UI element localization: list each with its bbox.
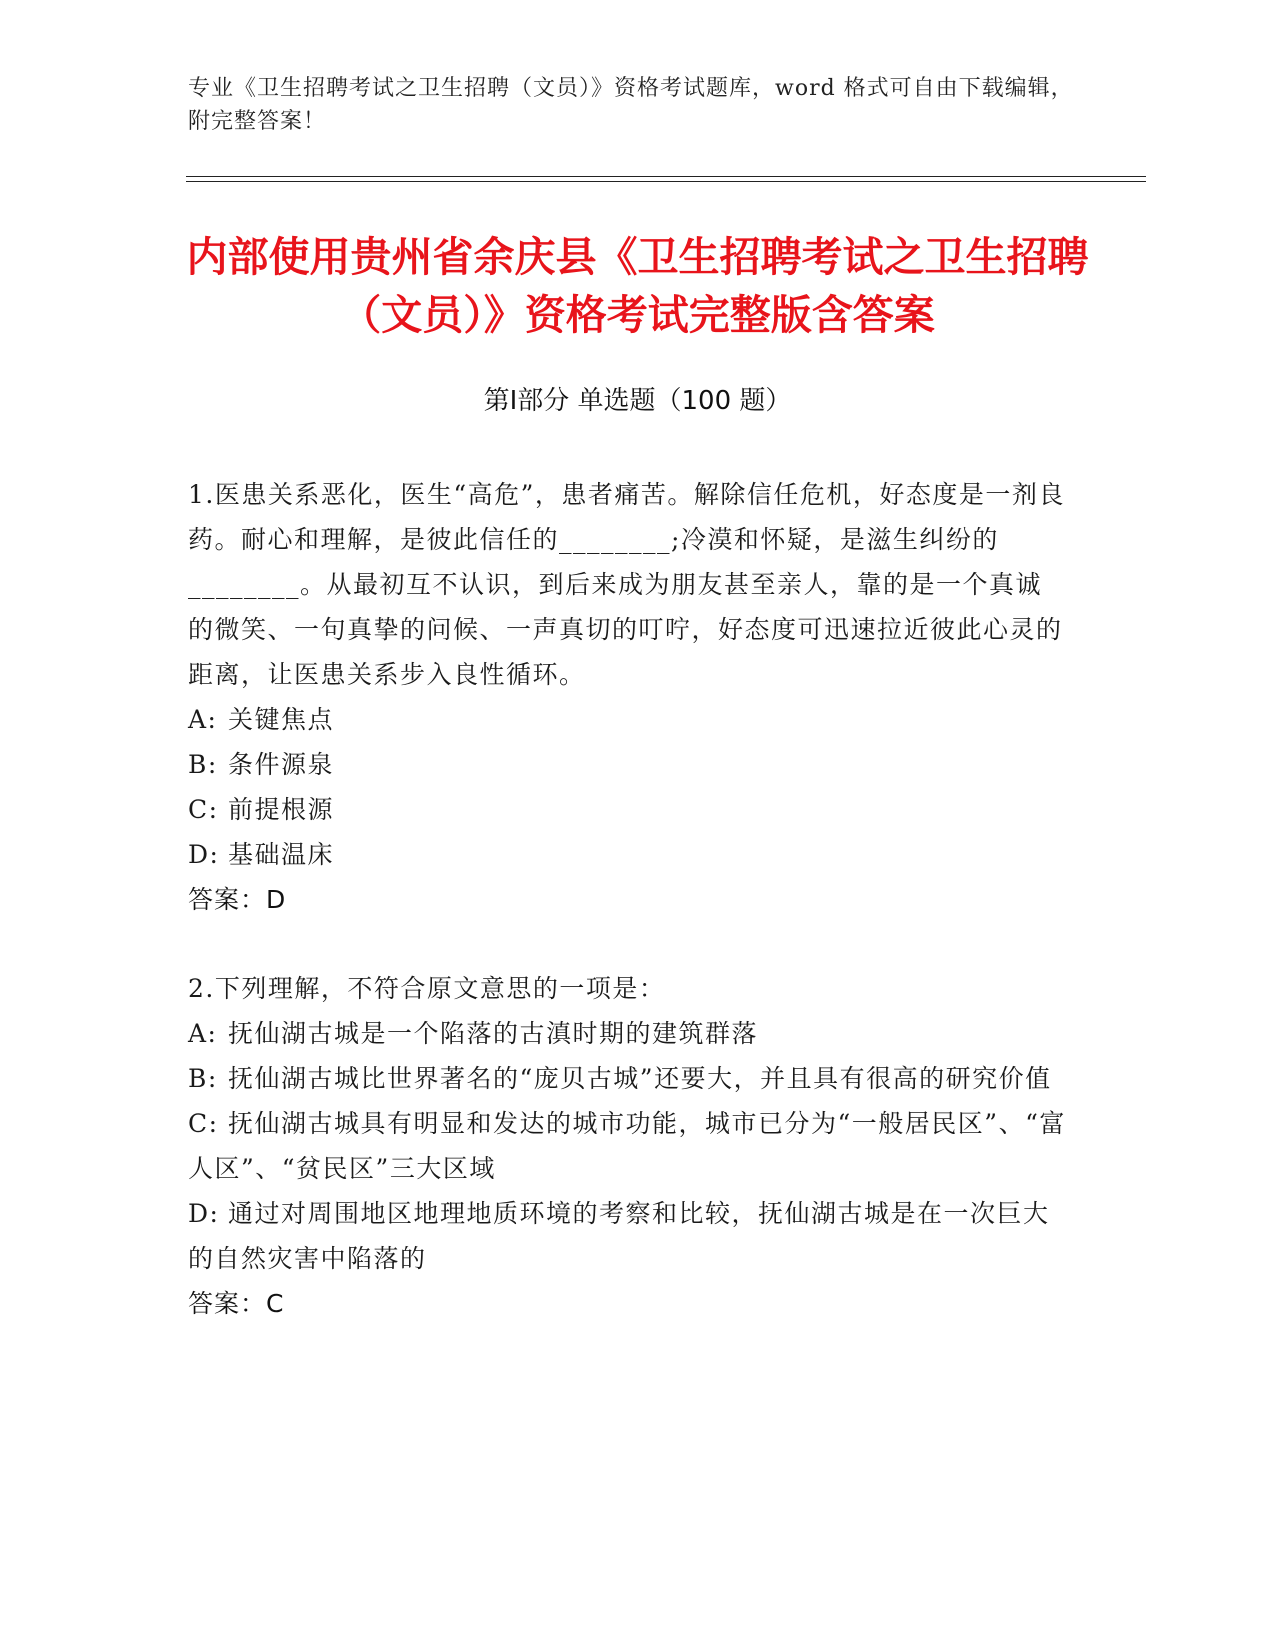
option-d xyxy=(188,1191,1068,1281)
option-letter: C: xyxy=(188,1109,219,1138)
option-text: 通过对周围地区地理地质环境的考察和比较，抚仙湖古城是在一次巨大的自然灾害中陷落的 xyxy=(188,1199,1050,1273)
option-text: 抚仙湖古城具有明显和发达的城市功能，城市已分为“一般居民区”、“富人区”、“贫民区”三大区域 xyxy=(188,1109,1066,1183)
option-letter: D: xyxy=(188,1199,220,1228)
option-text: 条件源泉 xyxy=(228,750,335,779)
question-list xyxy=(188,472,1068,1370)
option-b xyxy=(188,742,1068,787)
option-b xyxy=(188,1056,1068,1101)
option-text: 抚仙湖古城比世界著名的“庞贝古城”还要大，并且具有很高的研究价值 xyxy=(228,1064,1052,1093)
option-a xyxy=(188,1011,1068,1056)
option-letter: B: xyxy=(188,750,218,779)
option-letter: D: xyxy=(188,840,220,869)
option-letter: B: xyxy=(188,1064,218,1093)
question-1 xyxy=(188,472,1068,922)
question-stem: 2.下列理解，不符合原文意思的一项是： xyxy=(188,974,666,1003)
option-text: 基础温床 xyxy=(228,840,335,869)
option-a xyxy=(188,697,1068,742)
divider-line-bottom xyxy=(186,181,1146,182)
document-title: 内部使用贵州省余庆县《卫生招聘考试之卫生招聘（文员）》资格考试完整版含答案 xyxy=(186,233,1089,339)
question-2 xyxy=(188,966,1068,1326)
option-letter: C: xyxy=(188,795,219,824)
question-stem: 1.医患关系恶化，医生“高危”，患者痛苦。解除信任危机，好态度是一剂良药。耐心和理解，是彼此信任的________;冷漠和怀疑，是滋生纠纷的________。从最初互不认识，到后来成为朋友甚至亲人，靠的是一个真诚的微笑、一句真挚的问候、一声真切的叮咛，好态度可迅速拉近彼此心灵的距离，让医患关系步入良性循环。 xyxy=(188,480,1065,689)
option-d xyxy=(188,832,1068,877)
section-title: 第Ⅰ部分 单选题（100 题） xyxy=(483,386,792,416)
answer-label: 答案：D xyxy=(188,885,287,914)
option-c xyxy=(188,787,1068,832)
option-text: 关键焦点 xyxy=(228,705,335,734)
option-text: 前提根源 xyxy=(228,795,335,824)
header-divider xyxy=(186,176,1146,184)
option-letter: A: xyxy=(188,1019,218,1048)
option-letter: A: xyxy=(188,705,218,734)
option-text: 抚仙湖古城是一个陷落的古滇时期的建筑群落 xyxy=(228,1019,759,1048)
divider-line-top xyxy=(186,176,1146,177)
header-note: 专业《卫生招聘考试之卫生招聘（文员）》资格考试题库，word 格式可自由下载编辑，附完整答案！ xyxy=(188,76,1074,134)
answer-label: 答案：C xyxy=(188,1289,285,1318)
option-c xyxy=(188,1101,1068,1191)
